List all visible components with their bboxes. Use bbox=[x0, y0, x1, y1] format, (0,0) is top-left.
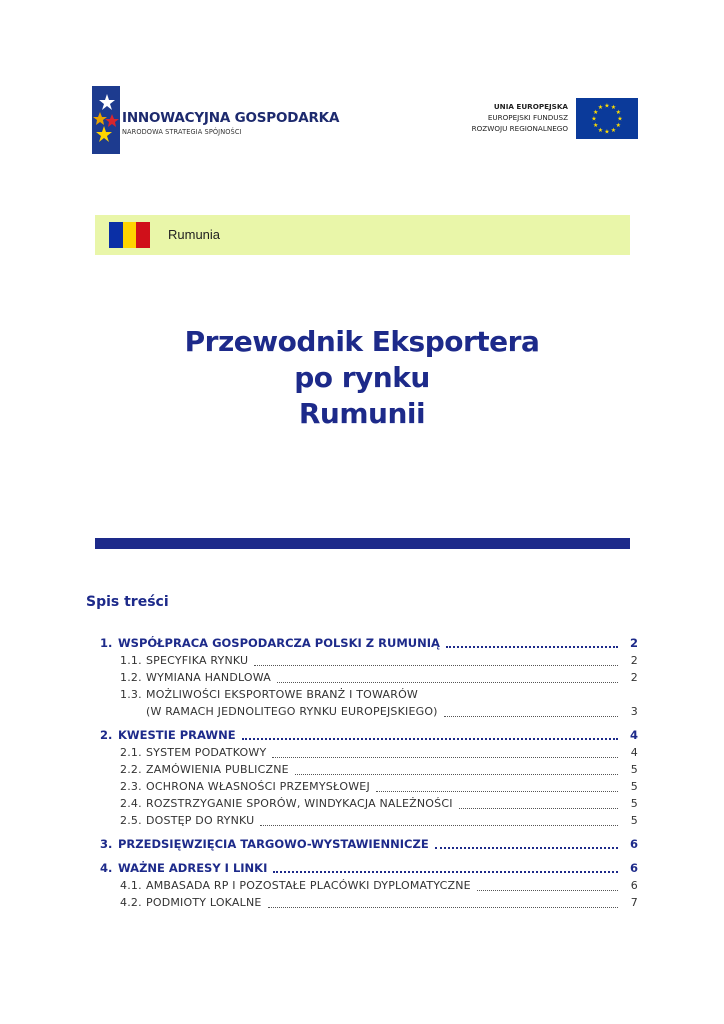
toc-section-title: WAŻNE ADRESY I LINKI bbox=[118, 861, 268, 875]
stars-emblem-icon bbox=[92, 86, 120, 154]
toc-item[interactable] bbox=[100, 686, 638, 703]
toc-leader-dots bbox=[435, 847, 618, 849]
eu-star-icon: ★ bbox=[615, 122, 621, 129]
innowacyjna-gospodarka-logo bbox=[92, 86, 362, 156]
romania-flag-icon bbox=[109, 222, 150, 248]
toc-section-title: WSPÓŁPRACA GOSPODARCZA POLSKI Z RUMUNIĄ bbox=[118, 636, 440, 650]
eu-line-2: EUROPEJSKI FUNDUSZ bbox=[487, 113, 568, 122]
toc-item-title: PODMIOTY LOKALNE bbox=[146, 896, 262, 909]
toc-leader-dots bbox=[277, 682, 618, 683]
toc-page-number: 7 bbox=[630, 896, 638, 909]
eu-line-1: UNIA EUROPEJSKA bbox=[493, 102, 568, 111]
toc-item-title: ROZSTRZYGANIE SPORÓW, WINDYKACJA NALEŻNOŚCI bbox=[146, 797, 453, 810]
toc-page-number: 2 bbox=[629, 636, 638, 650]
toc-section[interactable] bbox=[100, 835, 638, 853]
toc-page-number: 3 bbox=[630, 705, 638, 718]
logo-subtitle: NARODOWA STRATEGIA SPÓJNOŚCI bbox=[122, 128, 242, 136]
toc-section-label bbox=[100, 835, 429, 853]
toc-item[interactable] bbox=[100, 795, 638, 812]
country-name: Rumunia bbox=[168, 227, 221, 242]
toc-leader-dots bbox=[242, 738, 618, 740]
toc-item-title: MOŻLIWOŚCI EKSPORTOWE BRANŻ I TOWARÓW bbox=[146, 688, 419, 701]
toc-leader-dots bbox=[295, 774, 618, 775]
toc-item-label bbox=[120, 761, 289, 778]
toc-page-number: 5 bbox=[630, 797, 638, 810]
toc-item-number: 2.4. bbox=[120, 797, 142, 810]
eu-flag-icon bbox=[576, 98, 638, 139]
toc-section[interactable] bbox=[100, 859, 638, 877]
toc-page-number: 6 bbox=[630, 879, 638, 892]
eu-logo bbox=[456, 97, 640, 141]
toc-item[interactable] bbox=[100, 652, 638, 669]
title-line-2: po rynku bbox=[294, 361, 430, 394]
toc-leader-dots bbox=[477, 890, 618, 891]
eu-star-icon: ★ bbox=[615, 109, 621, 116]
toc-item[interactable] bbox=[100, 894, 638, 911]
toc-item-label bbox=[120, 686, 418, 703]
toc-item-number: 2.5. bbox=[120, 814, 142, 827]
toc-leader-dots bbox=[446, 646, 618, 648]
toc-item-title: AMBASADA RP I POZOSTAŁE PLACÓWKI DYPLOMATYCZNE bbox=[146, 879, 471, 892]
toc-item-title: DOSTĘP DO RYNKU bbox=[146, 814, 255, 827]
eu-star-icon: ★ bbox=[610, 126, 617, 134]
toc-item[interactable] bbox=[100, 877, 638, 894]
toc-section[interactable] bbox=[100, 726, 638, 744]
toc-page-number: 2 bbox=[630, 671, 638, 684]
toc-item-label bbox=[120, 795, 453, 812]
toc-item-label bbox=[120, 669, 271, 686]
title-line-1: Przewodnik Eksportera bbox=[184, 325, 540, 358]
eu-star-icon: ★ bbox=[610, 104, 617, 112]
toc-item-label bbox=[120, 812, 254, 829]
toc-item[interactable] bbox=[100, 744, 638, 761]
eu-star-icon: ★ bbox=[597, 104, 604, 112]
toc-page-number: 2 bbox=[630, 654, 638, 667]
toc-leader-dots bbox=[459, 808, 618, 809]
toc-section-title: PRZEDSIĘWZIĘCIA TARGOWO-WYSTAWIENNICZE bbox=[118, 837, 429, 851]
toc-section-title: KWESTIE PRAWNE bbox=[118, 728, 236, 742]
toc-item[interactable] bbox=[100, 778, 638, 795]
eu-star-icon: ★ bbox=[617, 115, 623, 123]
toc-section-number: 4. bbox=[100, 861, 113, 875]
country-banner bbox=[95, 215, 630, 255]
toc-item-title-continued: (W RAMACH JEDNOLITEGO RYNKU EUROPEJSKIEGO) bbox=[146, 705, 438, 718]
toc-section-number: 1. bbox=[100, 636, 113, 650]
toc-page-number: 6 bbox=[629, 837, 638, 851]
toc-item-label bbox=[120, 877, 471, 894]
toc-leader-dots bbox=[444, 716, 618, 717]
toc-item-title: WYMIANA HANDLOWA bbox=[146, 671, 271, 684]
eu-star-icon: ★ bbox=[593, 109, 599, 116]
toc-item[interactable] bbox=[100, 669, 638, 686]
toc-item-title: SPECYFIKA RYNKU bbox=[146, 654, 249, 667]
eu-star-icon: ★ bbox=[604, 102, 610, 110]
toc-page-number: 4 bbox=[629, 728, 638, 742]
logo-title: INNOWACYJNA GOSPODARKA bbox=[122, 110, 340, 126]
flag-stripe-blue bbox=[109, 222, 123, 248]
toc-item-number: 4.1. bbox=[120, 879, 142, 892]
toc-item-label bbox=[120, 652, 248, 669]
eu-star-icon: ★ bbox=[597, 126, 604, 134]
toc-page-number: 4 bbox=[630, 746, 638, 759]
title-line-3: Rumunii bbox=[298, 397, 426, 430]
toc-item-number: 2.3. bbox=[120, 780, 142, 793]
toc-item-title: ZAMÓWIENIA PUBLICZNE bbox=[146, 763, 289, 776]
toc-item-number: 4.2. bbox=[120, 896, 142, 909]
eu-star-icon: ★ bbox=[591, 115, 597, 123]
toc-item-label bbox=[120, 744, 266, 761]
toc-page-number: 6 bbox=[629, 861, 638, 875]
toc-section-number: 3. bbox=[100, 837, 113, 851]
flag-stripe-red bbox=[136, 222, 150, 248]
toc-item[interactable] bbox=[100, 761, 638, 778]
toc-item-title: OCHRONA WŁASNOŚCI PRZEMYSŁOWEJ bbox=[146, 780, 370, 793]
toc-section-number: 2. bbox=[100, 728, 113, 742]
toc-section-label bbox=[100, 726, 236, 744]
toc-section-label bbox=[100, 859, 267, 877]
divider-bar bbox=[95, 538, 630, 549]
document-title bbox=[0, 324, 724, 432]
toc-page-number: 5 bbox=[630, 763, 638, 776]
toc-item-number: 1.1. bbox=[120, 654, 142, 667]
toc-item-number: 1.3. bbox=[120, 688, 142, 701]
toc-item[interactable] bbox=[100, 812, 638, 829]
toc-heading: Spis treści bbox=[86, 594, 169, 610]
eu-star-icon: ★ bbox=[593, 122, 599, 129]
toc-item-number: 2.2. bbox=[120, 763, 142, 776]
toc-leader-dots bbox=[268, 907, 618, 908]
toc-section[interactable] bbox=[100, 634, 638, 652]
toc-page-number: 5 bbox=[630, 780, 638, 793]
flag-stripe-yellow bbox=[123, 222, 137, 248]
toc-leader-dots bbox=[254, 665, 618, 666]
toc-item-label bbox=[120, 894, 262, 911]
toc-leader-dots bbox=[260, 825, 618, 826]
toc-item-number: 2.1. bbox=[120, 746, 142, 759]
toc-page-number: 5 bbox=[630, 814, 638, 827]
toc-item-number: 1.2. bbox=[120, 671, 142, 684]
toc-item-title: SYSTEM PODATKOWY bbox=[146, 746, 267, 759]
toc-section-label bbox=[100, 634, 440, 652]
toc-item-continuation[interactable] bbox=[100, 703, 638, 720]
toc-leader-dots bbox=[272, 757, 618, 758]
eu-line-3: ROZWOJU REGIONALNEGO bbox=[471, 124, 568, 133]
toc-leader-dots bbox=[376, 791, 618, 792]
toc-leader-dots bbox=[273, 871, 618, 873]
table-of-contents bbox=[100, 634, 638, 911]
toc-item-label bbox=[120, 778, 370, 795]
eu-star-icon: ★ bbox=[604, 128, 610, 136]
eu-stars-icon bbox=[576, 98, 638, 139]
